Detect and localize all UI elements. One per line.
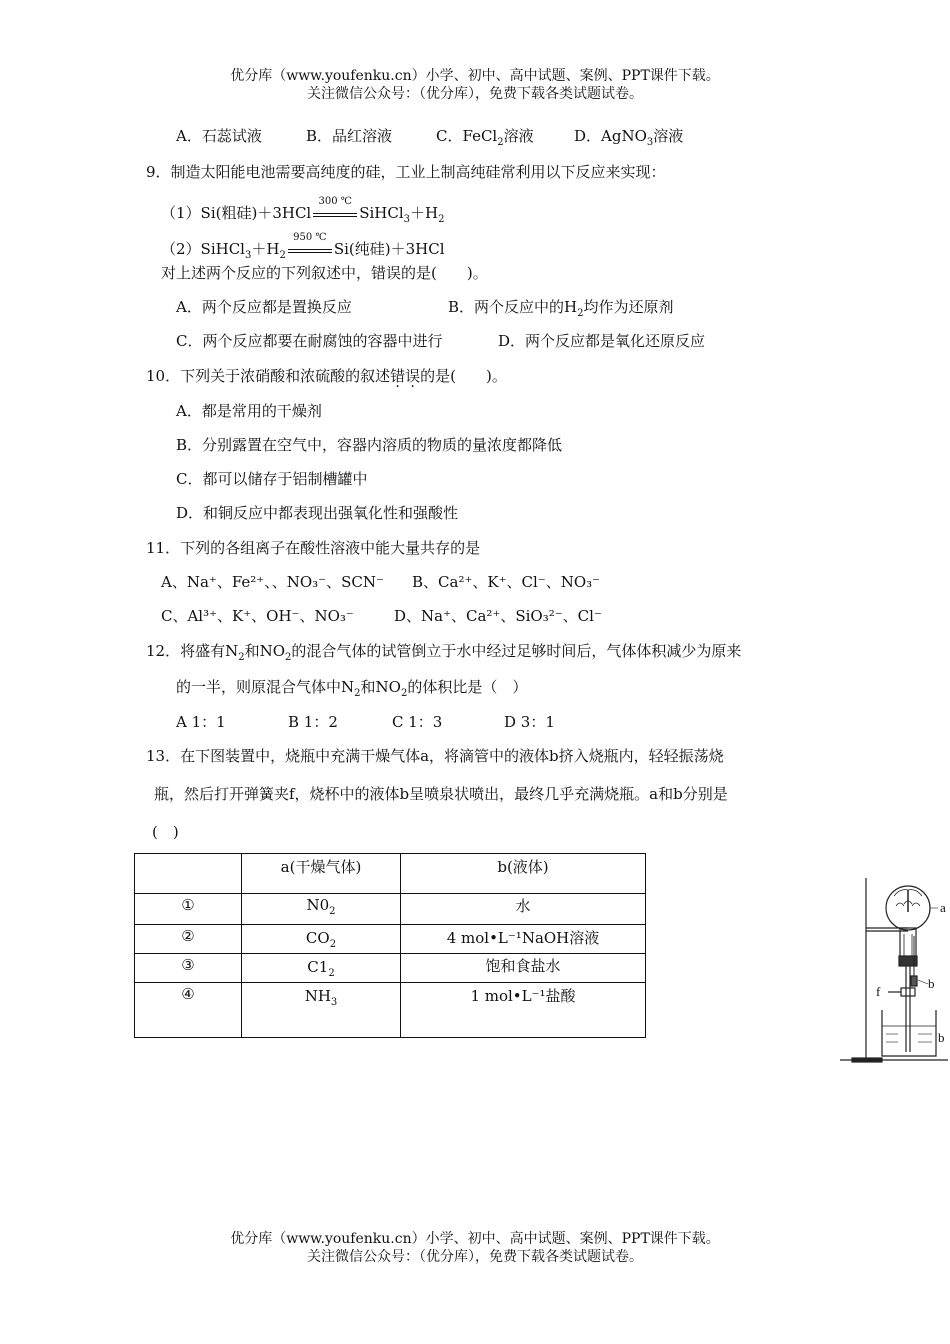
q12-stem-line-1: 12．将盛有$N_2$和$NO_2$的混合气体的试管倒立于水中经过足够时间后，气体体积减少为原来: [146, 642, 742, 663]
q9-reaction-2: $(2)SiHCl_3+H_2$ 950 ℃ Si(纯硅)＋3HCl: [161, 232, 445, 261]
label-b-dropper: b: [928, 976, 935, 991]
q8-option-b: B．品红溶液: [306, 127, 393, 145]
reaction-arrow: 950 ℃: [286, 240, 334, 260]
row-gas: $NH_3$: [242, 983, 401, 1038]
q12-stem-line-2: 的一半，则原混合气体中$N_2$和$NO_2$的体积比是（ ）: [176, 678, 528, 699]
q9-option-d: D．两个反应都是氧化还原反应: [498, 332, 706, 350]
table-row: [135, 894, 646, 925]
q8-option-d: D．AgNO$_3$溶液: [574, 127, 684, 148]
q9-option-c: C．两个反应都要在耐腐蚀的容器中进行: [176, 332, 443, 350]
row-gas: $N0_2$: [242, 894, 401, 925]
q10-option-d: D．和铜反应中都表现出强氧化性和强酸性: [176, 504, 459, 522]
row-liquid: 水: [401, 894, 646, 925]
q11-option-c: C、Al³⁺、K⁺、OH⁻、NO₃⁻: [161, 607, 354, 625]
table-corner-cell: [135, 854, 242, 894]
row-liquid: 1 mol•L⁻¹盐酸: [401, 983, 646, 1038]
q12-option-a: A 1：1: [176, 713, 226, 731]
reaction-arrow: 300 ℃: [311, 204, 359, 224]
q13-answer-blank: ( ): [152, 823, 179, 841]
q10-option-b: B．分别露置在空气中，容器内溶质的物质的量浓度都降低: [176, 436, 563, 454]
row-number: ③: [135, 954, 242, 983]
q10-option-c: C．都可以储存于铝制槽罐中: [176, 470, 368, 488]
q12-option-c: C 1：3: [392, 713, 443, 731]
row-number: ②: [135, 925, 242, 954]
table-header-row: [135, 854, 646, 894]
header-line-1: 优分库（www.youfenku.cn）小学、初中、高中试题、案例、PPT课件下载。: [230, 68, 720, 84]
header-line-2: 关注微信公众号：（优分库），免费下载各类试题试卷。: [307, 86, 643, 102]
footer-line-1: 优分库（www.youfenku.cn）小学、初中、高中试题、案例、PPT课件下载。: [230, 1231, 720, 1247]
row-number: ①: [135, 894, 242, 925]
table-header-b: b(液体): [401, 854, 646, 894]
q13-stem-line-1: 13．在下图装置中，烧瓶中充满干燥气体a，将滴管中的液体b挤入烧瓶内，轻轻振荡烧: [146, 747, 724, 765]
table-header-a: a(干燥气体): [242, 854, 401, 894]
table-row: [135, 983, 646, 1038]
q9-option-a: A．两个反应都是置换反应: [176, 298, 352, 316]
row-liquid: 饱和食盐水: [401, 954, 646, 983]
fountain-apparatus-figure: [838, 876, 950, 1066]
q11-option-a: A、Na⁺、Fe²⁺、、NO₃⁻、SCN⁻: [161, 573, 384, 591]
row-gas: $C1_2$: [242, 954, 401, 983]
q9-question: 对上述两个反应的下列叙述中，错误的是( )。: [161, 264, 488, 282]
q8-option-a: A．石蕊试液: [176, 127, 262, 145]
q12-option-b: B 1：2: [288, 713, 338, 731]
row-number: ④: [135, 983, 242, 1038]
row-liquid: 4 mol•L⁻¹NaOH溶液: [401, 925, 646, 954]
q9-stem: 9．制造太阳能电池需要高纯度的硅，工业上制高纯硅常利用以下反应来实现：: [146, 163, 666, 181]
q13-stem-line-2: 瓶，然后打开弹簧夹f，烧杯中的液体b呈喷泉状喷出，最终几乎充满烧瓶。a和b分别是: [154, 785, 728, 803]
q10-option-a: A．都是常用的干燥剂: [176, 402, 322, 420]
label-f: f: [876, 984, 881, 999]
q13-table: [134, 853, 646, 1038]
table-row: [135, 954, 646, 983]
q11-option-b: B、Ca²⁺、K⁺、Cl⁻、NO₃⁻: [412, 573, 601, 591]
label-b-beaker: b: [938, 1030, 945, 1045]
q11-option-d: D、Na⁺、Ca²⁺、SiO₃²⁻、Cl⁻: [394, 607, 602, 625]
row-gas: $CO_2$: [242, 925, 401, 954]
q11-stem: 11．下列的各组离子在酸性溶液中能大量共存的是: [146, 539, 481, 557]
q12-option-d: D 3：1: [504, 713, 555, 731]
footer-line-2: 关注微信公众号：（优分库），免费下载各类试题试卷。: [307, 1249, 643, 1265]
q8-option-c: C．FeCl$_2$溶液: [436, 127, 534, 148]
table-row: [135, 925, 646, 954]
q9-reaction-1: （1）Si(粗硅)＋3HCl 300 ℃ $SiHCl_3+H_2$: [161, 196, 445, 225]
q10-stem: 10．下列关于浓硝酸和浓硫酸的叙述错误的是( )。: [146, 367, 507, 385]
label-a: a: [940, 900, 946, 915]
q9-option-b: B．两个反应中的$H_2$均作为还原剂: [448, 298, 674, 319]
